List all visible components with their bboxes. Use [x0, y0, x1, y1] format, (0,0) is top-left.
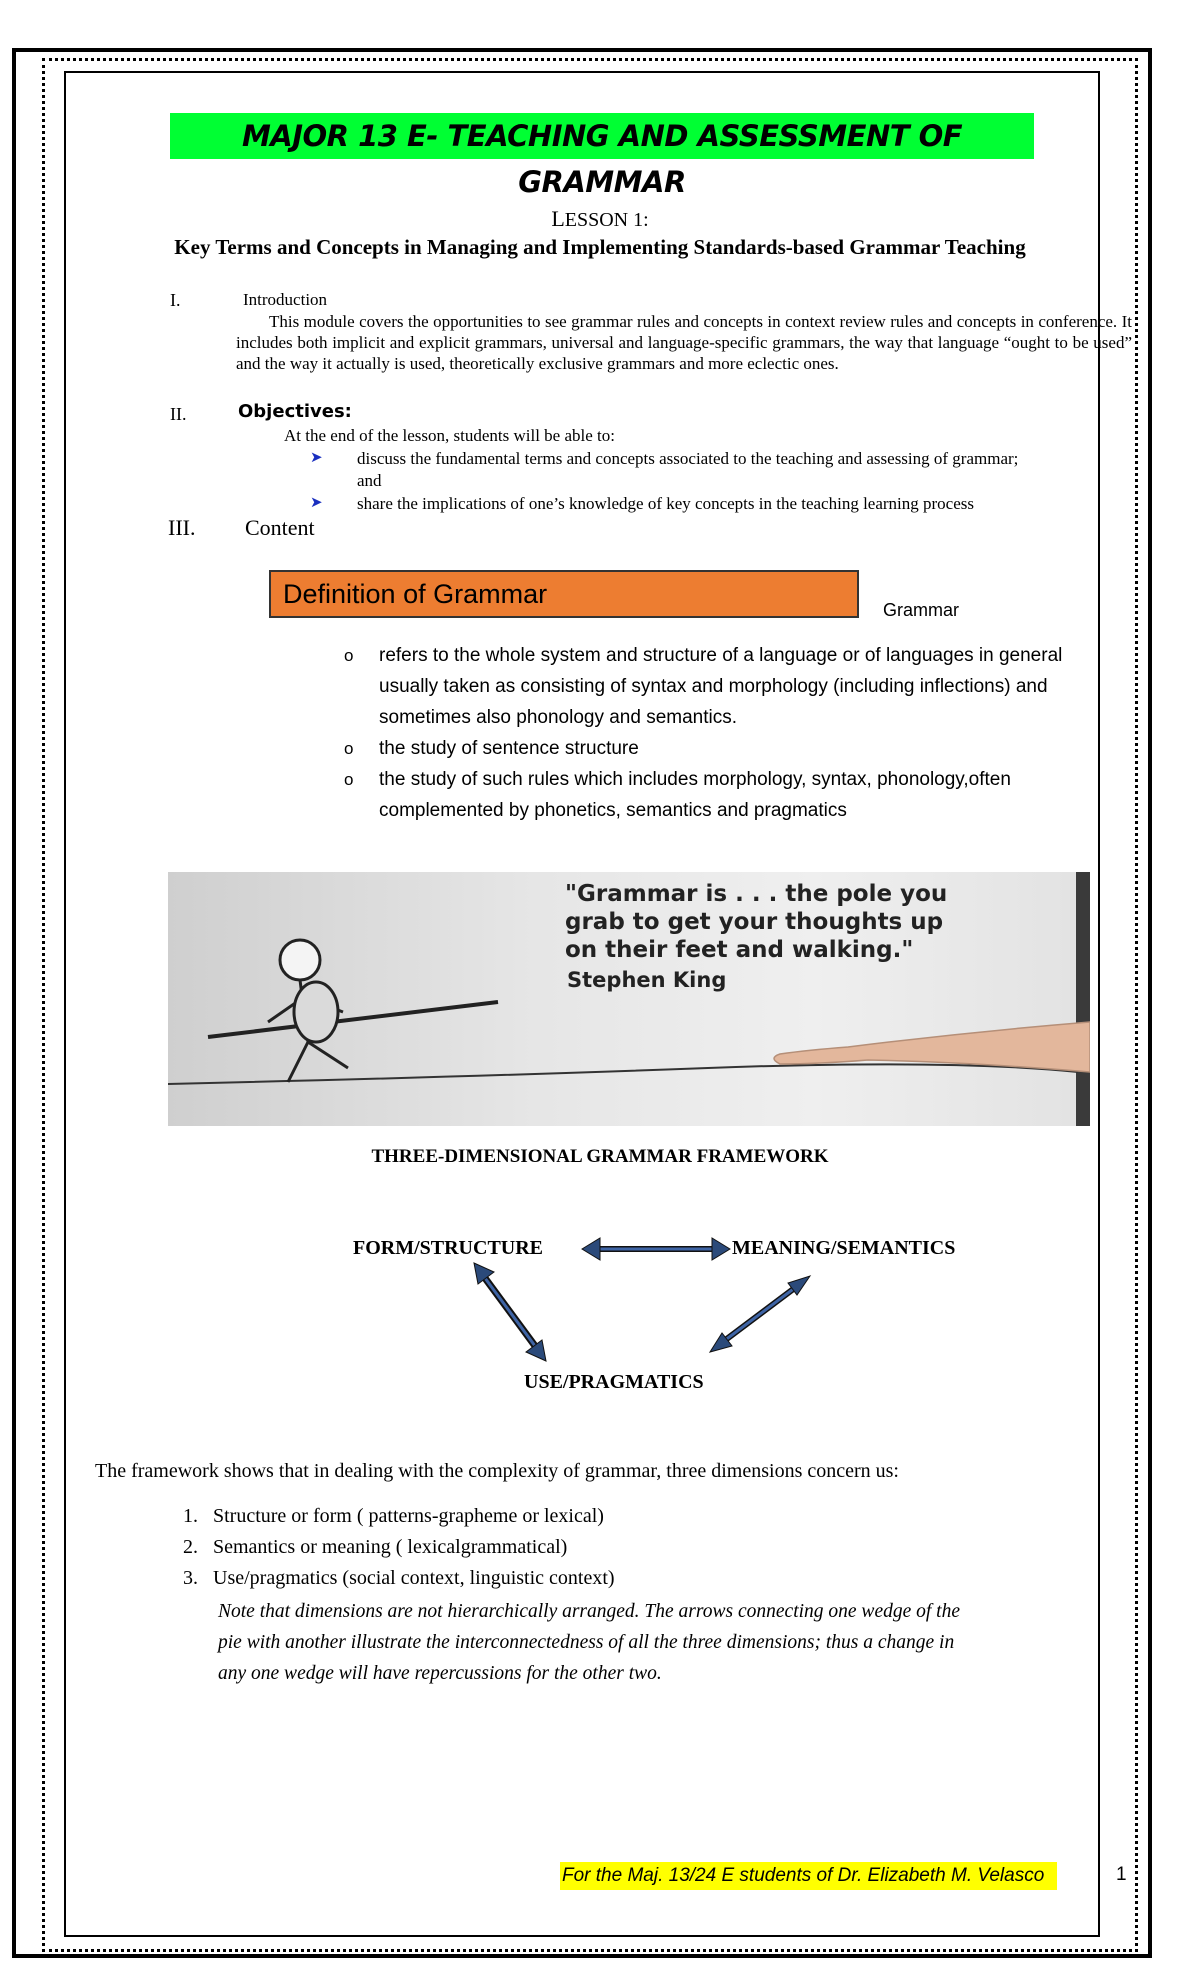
framework-form: FORM/STRUCTURE: [353, 1237, 544, 1259]
definition-text: usually taken as consisting of syntax and morphology (including inflections) and: [379, 676, 1048, 697]
section-number-objectives: II.: [170, 404, 187, 424]
quote-author: Stephen King: [567, 968, 727, 992]
footer-text: For the Maj. 13/24 E students of Dr. Elizabeth M. Velasco: [562, 1865, 1045, 1886]
definition-box-title: Definition of Grammar: [283, 579, 548, 609]
arrow-bullet-icon: ➤: [310, 450, 323, 466]
circle-bullet-icon: o: [344, 739, 354, 758]
list-item-continuation: [344, 671, 1104, 702]
form-use-arrow: [474, 1263, 546, 1361]
definition-text: the study of sentence structure: [379, 738, 639, 759]
section-label-intro: Introduction: [243, 290, 328, 309]
quote-image: [168, 872, 1090, 1126]
framework-note-line: Note that dimensions are not hierarchically arranged. The arrows connecting one wedge of the: [218, 1601, 960, 1622]
definition-text: the study of such rules which includes morphology, syntax, phonology,often: [379, 769, 1011, 790]
objective-text: share the implications of one’s knowledge of key concepts in the teaching learning process: [357, 494, 975, 513]
lesson-subtitle: Key Terms and Concepts in Managing and Implementing Standards-based Grammar Teaching: [174, 235, 1026, 259]
section-number-intro: I.: [170, 290, 181, 310]
objectives-lead: At the end of the lesson, students will be able to:: [284, 426, 615, 445]
framework-use: USE/PRAGMATICS: [524, 1371, 704, 1393]
framework-meaning: MEANING/SEMANTICS: [732, 1237, 956, 1259]
arrow-bullet-icon: ➤: [310, 495, 323, 511]
lesson-number: [0, 206, 1200, 232]
circle-bullet-icon: o: [344, 770, 354, 789]
definition-side-label: Grammar: [883, 600, 959, 620]
framework-lead: The framework shows that in dealing with the complexity of grammar, three dimensions concern us:: [95, 1460, 899, 1482]
lesson-first-letter: L: [551, 206, 565, 231]
framework-list-item: 2. Semantics or meaning ( lexicalgrammatical): [183, 1536, 568, 1558]
definition-list: [344, 640, 1104, 826]
quote-text: "Grammar is . . . the pole you grab to get your thoughts up on their feet and walking.": [565, 881, 948, 963]
definition-text: refers to the whole system and structure of a language or of languages in general: [379, 645, 1063, 666]
list-item: [344, 640, 1104, 671]
document-title-text: MAJOR 13 E- TEACHING AND ASSESSMENT OF GRAMMAR: [241, 119, 963, 199]
lesson-rest: ESSON 1:: [564, 209, 649, 231]
list-item-continuation: [344, 795, 1104, 826]
section-label-content: Content: [245, 515, 315, 540]
definition-text: sometimes also phonology and semantics.: [379, 707, 738, 728]
definition-box: [269, 570, 859, 618]
section-number-content: III.: [168, 515, 196, 540]
circle-bullet-icon: o: [344, 646, 354, 665]
framework-list-item: 1. Structure or form ( patterns-grapheme or lexical): [183, 1505, 604, 1527]
framework-list-item: 3. Use/pragmatics (social context, linguistic context): [183, 1567, 615, 1589]
page-number: 1: [1116, 1864, 1127, 1885]
list-item-continuation: [344, 702, 1104, 733]
framework-note-line: any one wedge will have repercussions for the other two.: [218, 1663, 662, 1684]
footer-note: [560, 1862, 1057, 1890]
objective-text: discuss the fundamental terms and concepts associated to the teaching and assessing of grammar;: [357, 449, 1019, 468]
intro-paragraph: This module covers the opportunities to see grammar rules and concepts in context review rules and concepts in conference. It includes both implicit and explicit grammars, universal and language-specific grammars, the way that language “ought to be used” and the way it actually is used, theoretically exclusive grammars and more eclectic ones.: [236, 312, 1132, 373]
document-title: [170, 113, 1034, 199]
form-meaning-arrow: [582, 1238, 730, 1260]
definition-text: complemented by phonetics, semantics and pragmatics: [379, 800, 847, 821]
list-item: [344, 764, 1104, 795]
objective-text-continuation: and: [357, 471, 382, 490]
framework-title: THREE-DIMENSIONAL GRAMMAR FRAMEWORK: [371, 1146, 829, 1167]
meaning-use-arrow: [710, 1276, 810, 1352]
list-item: [344, 733, 1104, 764]
section-label-objectives: Objectives:: [238, 401, 352, 422]
framework-note-line: pie with another illustrate the interconnectedness of all the three dimensions; thus a change in: [218, 1632, 955, 1653]
